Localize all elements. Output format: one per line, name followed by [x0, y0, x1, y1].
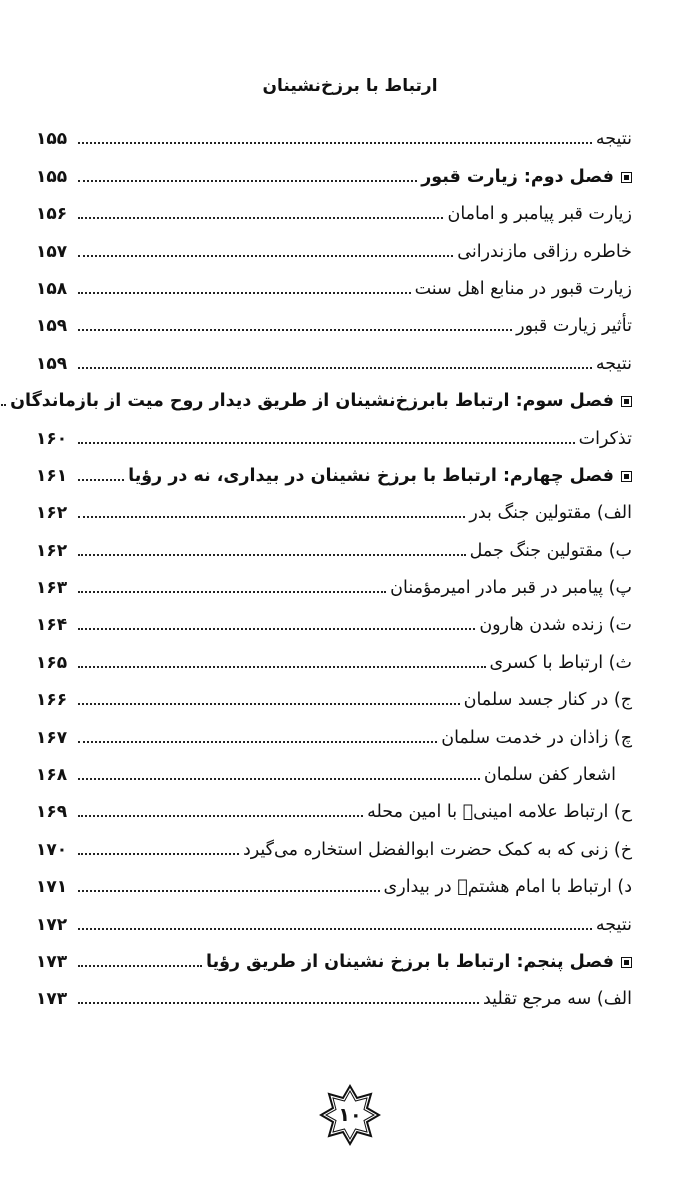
- toc-entry-title: نتیجه: [595, 914, 632, 935]
- toc-entry-title: پ) پیامبر در قبر مادر امیرمؤمنان: [390, 578, 632, 599]
- dot-leader: [78, 853, 239, 855]
- dot-leader: [78, 628, 475, 630]
- toc-entry-title: فصل چهارم: ارتباط با برزخ نشینان در بیداری، نه در رؤیا: [128, 465, 614, 486]
- toc-entry-title: اشعار کفن سلمان: [483, 765, 616, 786]
- dot-leader: [78, 741, 437, 743]
- table-of-contents: [10, 118, 632, 1015]
- toc-entry-title: نتیجه: [595, 353, 632, 374]
- toc-row: [36, 268, 632, 305]
- square-bullet-icon: [621, 957, 632, 968]
- dot-leader: [78, 292, 411, 294]
- dot-leader: [78, 591, 386, 593]
- toc-chapter-row: [10, 380, 632, 417]
- toc-row: [36, 567, 632, 604]
- dot-leader: [78, 890, 380, 892]
- toc-page-number: ۱۵۹: [36, 353, 68, 374]
- toc-page-number: ۱۶۷: [36, 727, 68, 748]
- toc-row: [36, 716, 632, 753]
- dot-leader: [78, 1002, 479, 1004]
- toc-page-number: ۱۶۵: [36, 652, 68, 673]
- toc-entry-title: ت) زنده شدن هارون: [479, 615, 632, 636]
- square-bullet-icon: [621, 471, 632, 482]
- toc-entry-title: تذکرات: [578, 428, 632, 449]
- toc-page-number: ۱۶۳: [36, 578, 68, 599]
- toc-page-number: ۱۶۲: [36, 540, 68, 561]
- toc-entry-title: فصل سوم: ارتباط بابرزخ‌نشینان از طریق دیدار روح میت از بازماندگان: [10, 391, 614, 412]
- toc-page-number: ۱۶۸: [36, 765, 68, 786]
- toc-entry-title: د) ارتباط با امام هشتمؐ در بیداری: [383, 877, 632, 898]
- toc-entry-title: ح) ارتباط علامه امینیؐ با امین محله: [367, 802, 632, 823]
- toc-page-number: ۱۷۳: [36, 989, 68, 1010]
- toc-entry-title: الف) سه مرجع تقلید: [482, 989, 632, 1010]
- toc-page-number: ۱۵۹: [36, 316, 68, 337]
- toc-entry-title: ث) ارتباط با کسری: [489, 652, 632, 673]
- dot-leader: [78, 666, 486, 668]
- toc-row: [36, 417, 632, 454]
- toc-row: [36, 903, 632, 940]
- toc-entry-title: خ) زنی که به کمک حضرت ابوالفضل استخاره می‌گیرد: [242, 839, 632, 860]
- dot-leader: [78, 479, 124, 481]
- toc-entry-title: ب) مقتولین جنگ جمل: [469, 540, 632, 561]
- dot-leader: [78, 217, 443, 219]
- toc-row: [36, 342, 632, 379]
- dot-leader: [78, 703, 460, 705]
- toc-chapter-row: [36, 941, 632, 978]
- dot-leader: [78, 928, 592, 930]
- toc-chapter-row: [36, 155, 632, 192]
- toc-page-number: ۱۵۷: [36, 241, 68, 262]
- toc-chapter-row: [36, 455, 632, 492]
- dot-leader: [78, 554, 466, 556]
- square-bullet-icon: [621, 396, 632, 407]
- toc-row: [36, 604, 632, 641]
- dot-leader: [78, 180, 417, 182]
- toc-row: [36, 492, 632, 529]
- toc-entry-title: زیارت قبر پیامبر و امامان: [447, 204, 632, 225]
- toc-page-number: ۱۷۲: [36, 914, 68, 935]
- toc-entry-title: ج) در کنار جسد سلمان: [463, 690, 632, 711]
- toc-row: [36, 305, 632, 342]
- toc-page-number: ۱۶۹: [36, 802, 68, 823]
- toc-row: [36, 791, 632, 828]
- dot-leader: [0, 404, 6, 406]
- toc-row: [36, 641, 632, 678]
- toc-entry-title: الف) مقتولین جنگ بدر: [469, 503, 632, 524]
- toc-entry-title: خاطره رزاقی مازندرانی: [457, 241, 632, 262]
- dot-leader: [78, 965, 202, 967]
- toc-page-number: ۱۷۳: [36, 951, 68, 972]
- dot-leader: [78, 815, 363, 817]
- toc-page-number: ۱۷۰: [36, 839, 68, 860]
- toc-row: [36, 679, 632, 716]
- toc-row: [36, 754, 632, 791]
- dot-leader: [78, 255, 453, 257]
- toc-page-number: ۱۶۱: [36, 465, 68, 486]
- toc-entry-title: فصل دوم: زیارت قبور: [421, 166, 614, 187]
- dot-leader: [78, 142, 592, 144]
- toc-page-number: ۱۶۲: [36, 503, 68, 524]
- toc-page-number: ۱۶۶: [36, 690, 68, 711]
- running-header: ارتباط با برزخ‌نشینان: [262, 76, 438, 96]
- toc-page-number: ۱۵۵: [36, 166, 68, 187]
- page-number-badge: [318, 1083, 382, 1147]
- dot-leader: [78, 778, 480, 780]
- toc-row: [36, 118, 632, 155]
- dot-leader: [78, 329, 512, 331]
- toc-entry-title: نتیجه: [595, 129, 632, 150]
- toc-entry-title: فصل پنجم: ارتباط با برزخ نشینان از طریق رؤیا: [206, 951, 614, 972]
- page-number: ۱۰: [338, 1104, 362, 1126]
- toc-page-number: ۱۷۱: [36, 877, 68, 898]
- toc-row: [36, 193, 632, 230]
- square-bullet-icon: [621, 172, 632, 183]
- toc-row: [36, 230, 632, 267]
- toc-row: [36, 866, 632, 903]
- toc-entry-title: زیارت قبور در منابع اهل سنت: [414, 278, 632, 299]
- toc-entry-title: تأثیر زیارت قبور: [516, 316, 632, 337]
- toc-page-number: ۱۶۴: [36, 615, 68, 636]
- toc-row: [36, 529, 632, 566]
- toc-page-number: ۱۶۰: [36, 428, 68, 449]
- dot-leader: [78, 442, 575, 444]
- dot-leader: [78, 516, 465, 518]
- toc-page-number: ۱۵۵: [36, 129, 68, 150]
- toc-page-number: ۱۵۶: [36, 204, 68, 225]
- toc-row: [36, 828, 632, 865]
- toc-row: [36, 978, 632, 1015]
- dot-leader: [78, 367, 592, 369]
- toc-page-number: ۱۵۸: [36, 278, 68, 299]
- toc-entry-title: چ) زاذان در خدمت سلمان: [441, 727, 632, 748]
